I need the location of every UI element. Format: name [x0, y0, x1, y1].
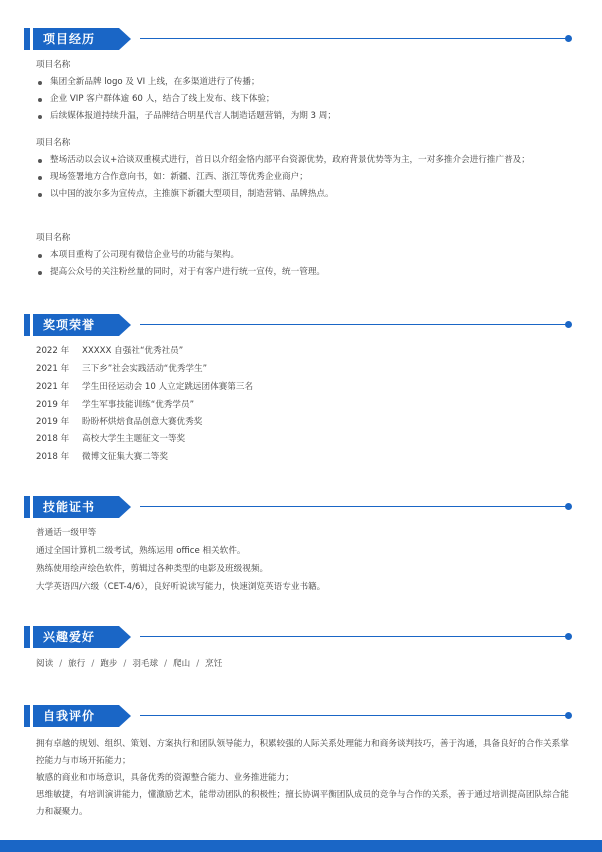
award-row — [36, 397, 194, 414]
award-text: XXXXX 自强社“优秀社员” — [82, 346, 184, 356]
project-bullet-list — [36, 247, 576, 281]
hobby-list — [36, 656, 222, 673]
list-item: 现场签署地方合作意向书，如：新疆、江西、浙江等优秀企业商户； — [36, 169, 576, 186]
hobby-item: 羽毛球 — [132, 659, 159, 669]
section-title: 技能证书 — [43, 500, 96, 514]
section-header-evaluation — [0, 705, 602, 727]
project-name: 项目名称 — [36, 233, 71, 243]
header-divider-line — [140, 38, 568, 39]
evaluation-paragraph: 思维敏捷，有培训演讲能力，懂激励艺术，能带动团队的积极性；擅长协调平衡团队成员的竞争与合作的关系，善于通过培训提高团队综合能力和凝聚力。 — [36, 790, 569, 817]
section-title: 自我评价 — [43, 709, 96, 723]
header-divider-dot — [565, 633, 572, 640]
header-accent-bar — [24, 496, 30, 518]
section-projects — [0, 28, 602, 50]
hobby-item: 阅读 — [36, 659, 54, 669]
project-bullet-list — [36, 74, 576, 125]
section-header-hobbies — [0, 626, 602, 648]
skill-item: 普通话一级甲等 — [36, 528, 97, 538]
award-year: 2022 年 — [36, 346, 70, 356]
skill-item: 通过全国计算机二级考试，熟练运用 office 相关软件。 — [36, 546, 246, 556]
award-text: 盼盼杯烘焙食品创意大赛优秀奖 — [82, 417, 203, 427]
award-text: 高校大学生主题征文一等奖 — [82, 434, 186, 444]
award-year: 2021 年 — [36, 364, 70, 374]
hobby-separator: / — [59, 659, 63, 669]
hobby-separator: / — [91, 659, 95, 669]
header-divider-dot — [565, 35, 572, 42]
list-item: 整场活动以会议+洽谈双重模式进行，首日以介绍金恪内部平台资源优势，政府背景优势等为主，一对多推介会进行推广普及； — [36, 152, 576, 169]
section-evaluation — [0, 705, 602, 727]
list-item: 集团全新品牌 logo 及 VI 上线，在多渠道进行了传播； — [36, 74, 576, 91]
skill-item: 大学英语四/六级（CET-4/6），良好听说读写能力，快速浏览英语专业书籍。 — [36, 582, 326, 592]
award-row — [36, 431, 185, 448]
list-item: 后续媒体报道持续升温，子品牌结合明星代言人制造话题营销，为期 3 周； — [36, 108, 576, 125]
section-header-awards — [0, 314, 602, 336]
section-awards — [0, 314, 602, 336]
award-text: 学生田径运动会 10 人立定跳远团体赛第三名 — [82, 382, 254, 392]
header-divider-line — [140, 715, 568, 716]
award-text: 微博文征集大赛二等奖 — [82, 452, 168, 462]
award-row — [36, 449, 168, 466]
award-row — [36, 414, 202, 431]
header-accent-bar — [24, 626, 30, 648]
header-divider-line — [140, 636, 568, 637]
project-bullet-list — [36, 152, 576, 203]
header-divider-dot — [565, 712, 572, 719]
award-row — [36, 361, 207, 378]
evaluation-paragraph: 敏感的商业和市场意识，具备优秀的资源整合能力、业务推进能力； — [36, 773, 294, 783]
header-divider-line — [140, 506, 568, 507]
hobby-separator: / — [196, 659, 200, 669]
section-skills — [0, 496, 602, 518]
hobby-item: 旅行 — [68, 659, 86, 669]
hobby-item: 跑步 — [100, 659, 118, 669]
award-year: 2019 年 — [36, 400, 70, 410]
hobby-separator: / — [123, 659, 127, 669]
project-name: 项目名称 — [36, 138, 71, 148]
award-year: 2019 年 — [36, 417, 70, 427]
header-accent-bar — [24, 705, 30, 727]
hobby-separator: / — [164, 659, 168, 669]
list-item: 提高公众号的关注粉丝量的同时，对于有客户进行统一宣传，统一管理。 — [36, 264, 576, 281]
award-row — [36, 379, 253, 396]
section-title: 项目经历 — [43, 32, 96, 46]
header-divider-dot — [565, 503, 572, 510]
section-header-projects — [0, 28, 602, 50]
award-text: 学生军事技能训练“优秀学员” — [82, 400, 195, 410]
section-title: 兴趣爱好 — [43, 630, 96, 644]
list-item: 本项目重构了公司现有微信企业号的功能与架构。 — [36, 247, 576, 264]
header-accent-bar — [24, 28, 30, 50]
section-hobbies — [0, 626, 602, 648]
award-row — [36, 343, 183, 360]
header-divider-line — [140, 324, 568, 325]
footer-accent-bar — [0, 840, 602, 852]
project-name: 项目名称 — [36, 60, 71, 70]
list-item: 企业 VIP 客户群体逾 60 人，结合了线上发布、线下体验； — [36, 91, 576, 108]
list-item: 以中国的波尔多为宣传点，主推旗下新疆大型项目，制造营销、品牌热点。 — [36, 186, 576, 203]
header-accent-bar — [24, 314, 30, 336]
hobby-item: 烹饪 — [205, 659, 223, 669]
section-header-skills — [0, 496, 602, 518]
award-year: 2021 年 — [36, 382, 70, 392]
award-year: 2018 年 — [36, 452, 70, 462]
award-year: 2018 年 — [36, 434, 70, 444]
section-title: 奖项荣誉 — [43, 318, 96, 332]
award-text: 三下乡”社会实践活动“优秀学生” — [82, 364, 208, 374]
hobby-item: 爬山 — [173, 659, 191, 669]
skill-item: 熟练使用绘声绘色软件，剪辑过各种类型的电影及班级视频。 — [36, 564, 269, 574]
evaluation-paragraph: 拥有卓越的规划、组织、策划、方案执行和团队领导能力，积累较强的人际关系处理能力和商务谈判技巧，善于沟通，具备良好的合作关系掌控能力与市场开拓能力； — [36, 739, 569, 766]
header-divider-dot — [565, 321, 572, 328]
